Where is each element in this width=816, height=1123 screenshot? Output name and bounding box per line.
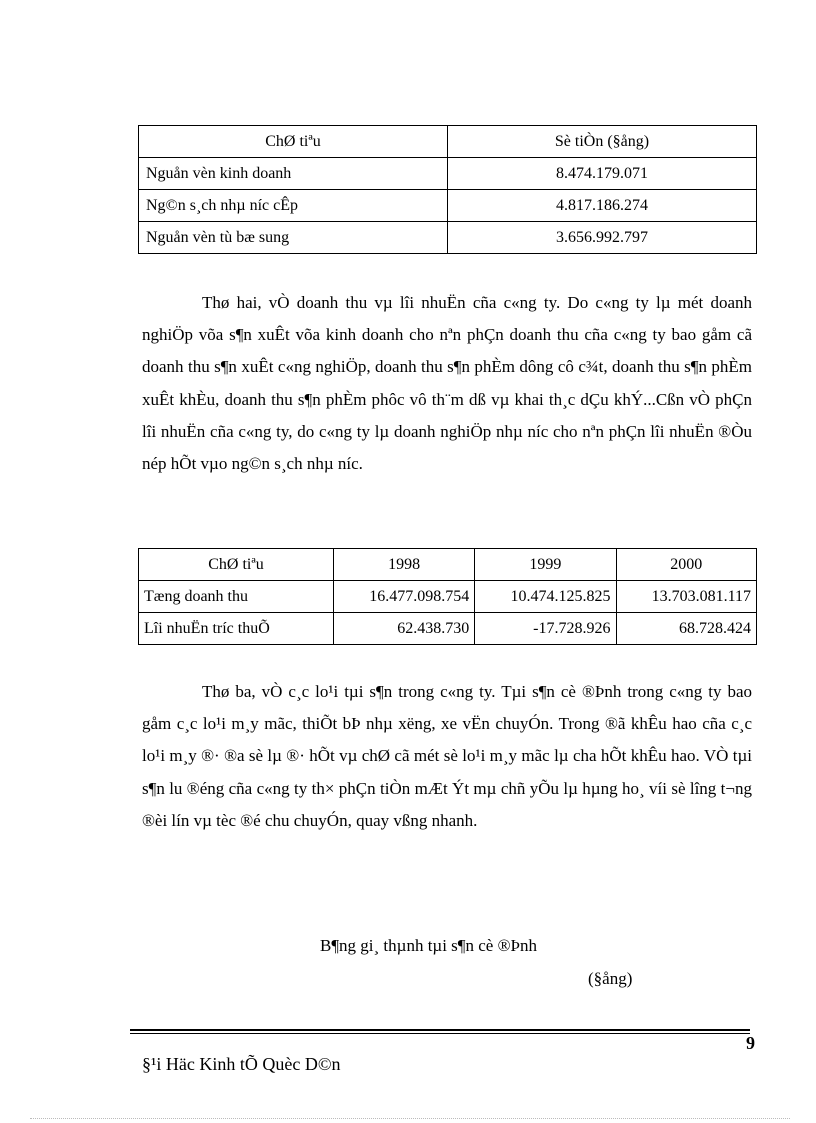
row-value: -17.728.926 — [475, 613, 616, 645]
row-value: 3.656.992.797 — [448, 222, 757, 254]
row-value: 62.438.730 — [334, 613, 475, 645]
revenue-table — [138, 548, 757, 645]
table-header-row — [139, 549, 757, 581]
column-header: 2000 — [616, 549, 757, 581]
row-label: Tæng doanh thu — [139, 581, 334, 613]
column-header: 1999 — [475, 549, 616, 581]
row-value: 4.817.186.274 — [448, 190, 757, 222]
row-value: 68.728.424 — [616, 613, 757, 645]
column-header: ChØ tiªu — [139, 126, 448, 158]
row-label: Lîi nhuËn tríc thuÕ — [139, 613, 334, 645]
footer-text: §¹i Häc Kinh tÕ Quèc D©n — [142, 1054, 341, 1074]
table-row — [139, 613, 757, 645]
table-row — [139, 190, 757, 222]
row-value: 13.703.081.117 — [616, 581, 757, 613]
paragraph-text: Thø hai, vÒ doanh thu vµ lîi nhuËn cña c«ng ty. Do c«ng ty lµ mét doanh nghiÖp võa s¶n xuÊt võa kinh doanh cho nªn phÇn doanh thu cña c«ng ty bao gåm cã doanh thu s¶n xuÊt c«ng nghiÖp, doanh thu s¶n phÈm dông cô c¾t, doanh thu s¶n phÈm xuÊt khÈu, doanh thu s¶n phÈm phôc vô th¨m dß vµ khai th¸c dÇu khÝ...Cßn vÒ phÇn lîi nhuËn cña c«ng ty, do c«ng ty lµ doanh nghiÖp nhµ níc cho nªn phÇn lîi nhuËn ®Òu nép hÕt vµo ng©n s¸ch nhµ níc. — [142, 293, 752, 474]
column-header: Sè tiÒn (§ång) — [448, 126, 757, 158]
paragraph-assets — [142, 676, 752, 837]
table-header-row — [139, 126, 757, 158]
unit-label: (§ång) — [588, 969, 633, 988]
row-value: 16.477.098.754 — [334, 581, 475, 613]
column-header: ChØ tiªu — [139, 549, 334, 581]
page-number: 9 — [746, 1033, 755, 1053]
column-header: 1998 — [334, 549, 475, 581]
table-row — [139, 222, 757, 254]
row-label: Nguån vèn kinh doanh — [139, 158, 448, 190]
row-label: Nguån vèn tù bæ sung — [139, 222, 448, 254]
row-value: 10.474.125.825 — [475, 581, 616, 613]
paragraph-revenue — [142, 287, 752, 480]
table-caption: B¶ng gi¸ thµnh tµi s¶n cè ®Þnh — [320, 936, 537, 955]
row-label: Ng©n s¸ch nhµ níc cÊp — [139, 190, 448, 222]
paragraph-text: Thø ba, vÒ c¸c lo¹i tµi s¶n trong c«ng ty. Tµi s¶n cè ®Þnh trong c«ng ty bao gåm c¸c lo¹i m¸y mãc, thiÕt bÞ nhµ xëng, xe vËn chuyÓn. Trong ®ã khÊu hao cña c¸c lo¹i m¸y ®· ®a sè lµ ®· hÕt vµ chØ cã mét sè lo¹i m¸y mãc lµ cha hÕt khÊu hao. VÒ tµi s¶n lu ®éng cña c«ng ty th× phÇn tiÒn mÆt Ýt mµ chñ yÕu lµ hµng ho¸ víi sè lîng t¬ng ®èi lín vµ tèc ®é chu chuyÓn, quay vßng nhanh. — [142, 682, 752, 830]
table-row — [139, 158, 757, 190]
footer-rule-thin — [130, 1033, 750, 1034]
row-value: 8.474.179.071 — [448, 158, 757, 190]
footer-rule — [130, 1029, 750, 1031]
page-edge-dotted-line — [30, 1118, 790, 1119]
table-row — [139, 581, 757, 613]
capital-table — [138, 125, 757, 254]
